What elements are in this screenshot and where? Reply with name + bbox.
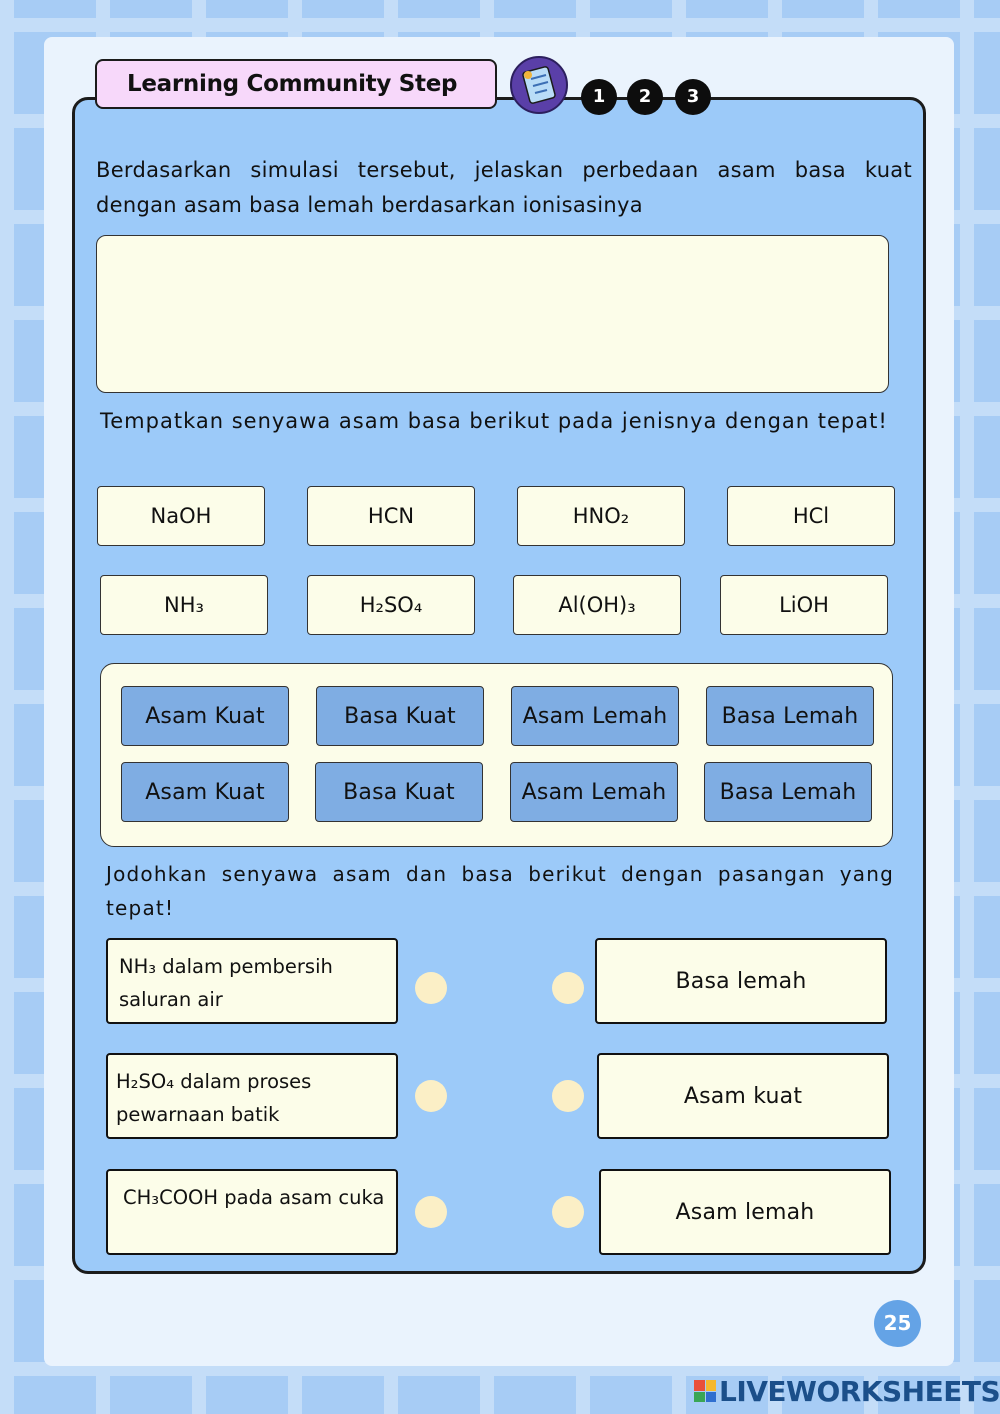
match-left-connector[interactable] (415, 1080, 447, 1112)
match-left-item[interactable]: NH₃ dalam pembersih saluran air (106, 938, 398, 1024)
compound-chip-hcn[interactable]: HCN (307, 486, 475, 546)
drop-target-asam-lemah[interactable]: Asam Lemah (511, 686, 679, 746)
match-right-item[interactable]: Asam kuat (597, 1053, 889, 1139)
compound-chip-hcl[interactable]: HCl (727, 486, 895, 546)
page-number: 25 (874, 1300, 921, 1347)
section-title: Learning Community Step (95, 59, 497, 109)
answer-text-box[interactable] (96, 235, 889, 393)
step-1-badge: 1 (581, 79, 617, 115)
drop-target-basa-kuat[interactable]: Basa Kuat (316, 686, 484, 746)
drop-target-basa-lemah[interactable]: Basa Lemah (706, 686, 874, 746)
match-right-connector[interactable] (552, 1080, 584, 1112)
match-left-item[interactable]: H₂SO₄ dalam proses pewarnaan batik (106, 1053, 398, 1139)
match-left-item[interactable]: CH₃COOH pada asam cuka (106, 1169, 398, 1255)
match-right-connector[interactable] (552, 1196, 584, 1228)
drop-target-asam-kuat[interactable]: Asam Kuat (121, 686, 289, 746)
match-right-item[interactable]: Asam lemah (599, 1169, 891, 1255)
question-1-text: Berdasarkan simulasi tersebut, jelaskan perbedaan asam basa kuat dengan asam basa lemah berdasarkan ionisasinya (96, 158, 912, 217)
brand-name: LIVEWORKSHEETS (719, 1374, 1000, 1408)
drop-target-basa-lemah[interactable]: Basa Lemah (704, 762, 872, 822)
match-left-connector[interactable] (415, 972, 447, 1004)
clipboard-icon (510, 56, 568, 114)
question-2-text: Tempatkan senyawa asam basa berikut pada jenisnya dengan tepat! (100, 409, 888, 433)
compound-chip-hno2[interactable]: HNO₂ (517, 486, 685, 546)
drop-target-basa-kuat[interactable]: Basa Kuat (315, 762, 483, 822)
compound-chip-h2so4[interactable]: H₂SO₄ (307, 575, 475, 635)
drop-target-asam-kuat[interactable]: Asam Kuat (121, 762, 289, 822)
compound-chip-lioh[interactable]: LiOH (720, 575, 888, 635)
match-right-connector[interactable] (552, 972, 584, 1004)
compound-chip-aloh3[interactable]: Al(OH)₃ (513, 575, 681, 635)
match-left-connector[interactable] (415, 1196, 447, 1228)
compound-chip-naoh[interactable]: NaOH (97, 486, 265, 546)
step-2-badge: 2 (627, 79, 663, 115)
brand-logo (694, 1374, 1000, 1408)
match-right-item[interactable]: Basa lemah (595, 938, 887, 1024)
question-3-text: Jodohkan senyawa asam dan basa berikut dengan pasangan yang tepat! (106, 862, 894, 920)
drop-target-asam-lemah[interactable]: Asam Lemah (510, 762, 678, 822)
step-3-badge: 3 (675, 79, 711, 115)
compound-chip-nh3[interactable]: NH₃ (100, 575, 268, 635)
brand-grid-icon (694, 1380, 716, 1402)
